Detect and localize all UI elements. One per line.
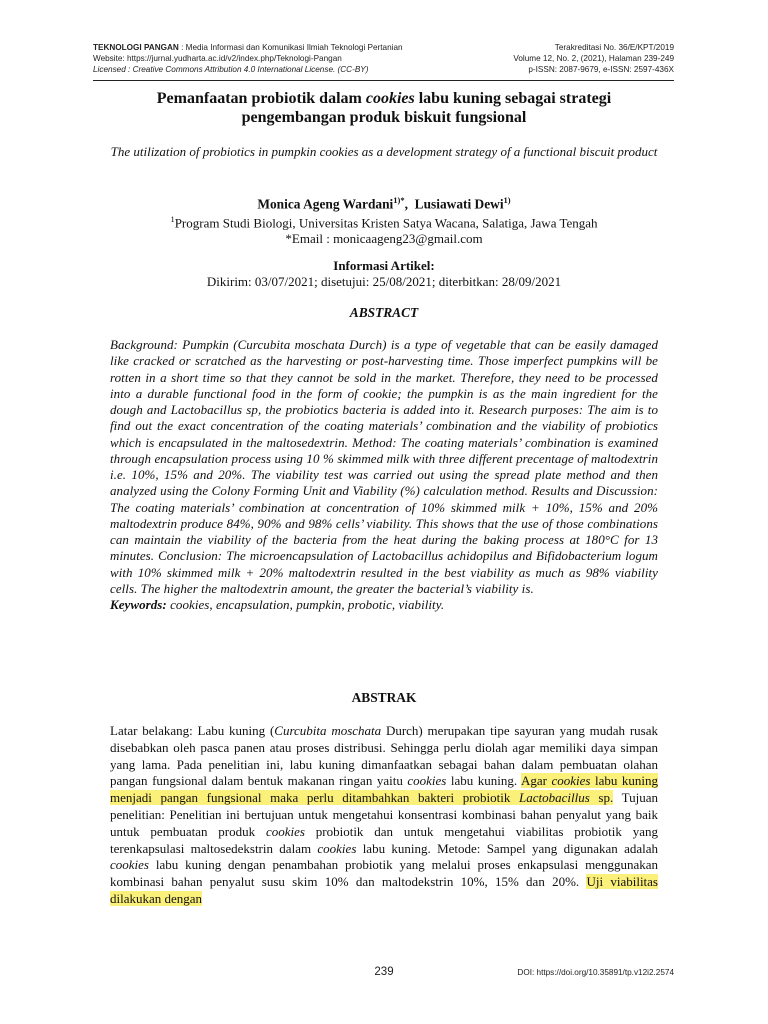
abstract-text: Background: Pumpkin (Curcubita moschata Durch) is a type of vegetable that can be easily damaged like cracked or scratched as the harvesting or post-harvesting time. Those imperfect pumpkins will be rotten in a short time so that they cannot be sold in the market. Therefore, they need to be processed into a durable functional food in the form of cookie; the pumpkin is as the main ingredient for the dough and Lactobacillus sp, the probiotics bacteria is added into it. Research purposes: The aim is to find out the exact concentration of the coating materials’ combination and the viability of probiotics which is encapsulated in the maltosedextrin. Method: The coating materials’ combination is examined through encapsulation process using 10 % skimmed milk with three different precentage of maltodextrin i.e. 10%, 15% and 20%. The viability test was carried out using the spread plate method and then analyzed using the Colony Forming Unit and Viability (%) calculation method. Results and Discussion: The coating materials’ combination at concentration of 10% skimmed milk + 10%, 15% and 20% maltodextrin produce 84%, 90% and 98% cells’ viability. This shows that the use of those combinations can maintain the viability of the bacteria from the heat during the baking process at 180°C for 13 minutes. Conclusion: The microencapsulation of Lactobacillus achidopilus and Bifidobacterium logum with 10% skimmed milk + 20% maltodextrin resulted in the best viability as much as 98% viability cells. The higher the maltodextrin amount, the greater the bacterial’s viability is.	[110, 337, 658, 596]
volume-info: Volume 12, No. 2, (2021), Halaman 239-249	[513, 54, 674, 63]
page-number: 239	[374, 966, 394, 978]
abstrak-body: Latar belakang: Labu kuning (Curcubita moschata Durch) merupakan tipe sayuran yang mudah rusak disebabkan oleh pasca panen atau proses distribusi. Sehingga perlu diolah agar memiliki daya simpan yang lama. Pada penelitian ini, labu kuning dimanfaatkan sebagai bahan dalam pembuatan olahan pangan fungsional dalam bentuk makanan ringan yaitu cookies labu kuning. Agar cookies labu kuning menjadi pangan fungsional maka perlu ditambahkan bakteri probiotik Lactobacillus sp. Tujuan penelitian: Penelitian ini bertujuan untuk mengetahui konsentrasi kombinasi bahan penyalut yang baik untuk pembuatan produk cookies probiotik dan untuk mengetahui viabilitas probiotik yang terenkapsulasi maltosedekstrin dalam cookies labu kuning. Metode: Sampel yang digunakan adalah cookies labu kuning dengan penambahan probiotik yang melalui proses enkapsulasi menggunakan kombinasi bahan penyalut susu skim 10% dan maltodekstrin 10%, 15% dan 20%. Uji viabilitas dilakukan dengan	[110, 723, 658, 906]
affiliation: $^1$Program Studi Biologi, Universitas Kristen Satya Wacana, Salatiga, Jawa Tengah *Email : monicaageng23@gmail.com	[110, 211, 658, 247]
article-info-heading: Informasi Artikel:	[333, 258, 435, 273]
keywords-label: Keywords:	[110, 597, 167, 612]
journal-description: : Media Informasi dan Komunikasi Ilmiah Teknologi Pertanian	[178, 43, 403, 52]
paper-title: Pemanfaatan probiotik dalam cookies labu kuning sebagai strategi pengembangan produk biskuit fungsional	[156, 90, 612, 126]
abstract-heading: ABSTRACT	[349, 305, 419, 320]
journal-title-line	[93, 42, 483, 53]
paper-subtitle: The utilization of probiotics in pumpkin cookies as a development strategy of a functional biscuit product	[110, 144, 658, 159]
doi-link[interactable]: DOI: https://doi.org/10.35891/tp.v12i2.2574	[517, 968, 674, 977]
highlight-1: Agar cookies labu kuning menjadi pangan fungsional maka perlu ditambahkan bakteri probiotik Lactobacillus sp.	[110, 773, 658, 806]
authors: Monica Ageng Wardani$^{1)*}$, Lusiawati Dewi$^{1)}$	[257, 195, 511, 212]
email[interactable]: *Email : monicaageng23@gmail.com	[285, 231, 483, 247]
author-1: Monica Ageng Wardani	[257, 196, 394, 212]
journal-license: Licensed : Creative Commons Attribution 4.0 International License. (CC-BY)	[93, 65, 369, 74]
abstract-body	[110, 337, 658, 613]
accreditation: Terakreditasi No. 36/E/KPT/2019	[554, 43, 674, 52]
journal-name: TEKNOLOGI PANGAN	[93, 43, 179, 52]
author-2: Lusiawati Dewi	[414, 196, 504, 212]
issn: p-ISSN: 2087-9679, e-ISSN: 2597-436X	[528, 65, 674, 74]
journal-header-left	[93, 42, 483, 75]
article-dates: Dikirim: 03/07/2021; disetujui: 25/08/2021; diterbitkan: 28/09/2021	[206, 274, 562, 289]
header-rule	[93, 80, 674, 81]
keywords: cookies, encapsulation, pumpkin, probotic, viability.	[166, 597, 445, 612]
abstrak-heading: ABSTRAK	[351, 690, 417, 705]
highlight-2: Uji viabilitas dilakukan dengan	[110, 874, 658, 906]
journal-website[interactable]: Website: https://jurnal.yudharta.ac.id/v2/index.php/Teknologi-Pangan	[93, 54, 342, 63]
journal-header-right	[444, 42, 674, 75]
